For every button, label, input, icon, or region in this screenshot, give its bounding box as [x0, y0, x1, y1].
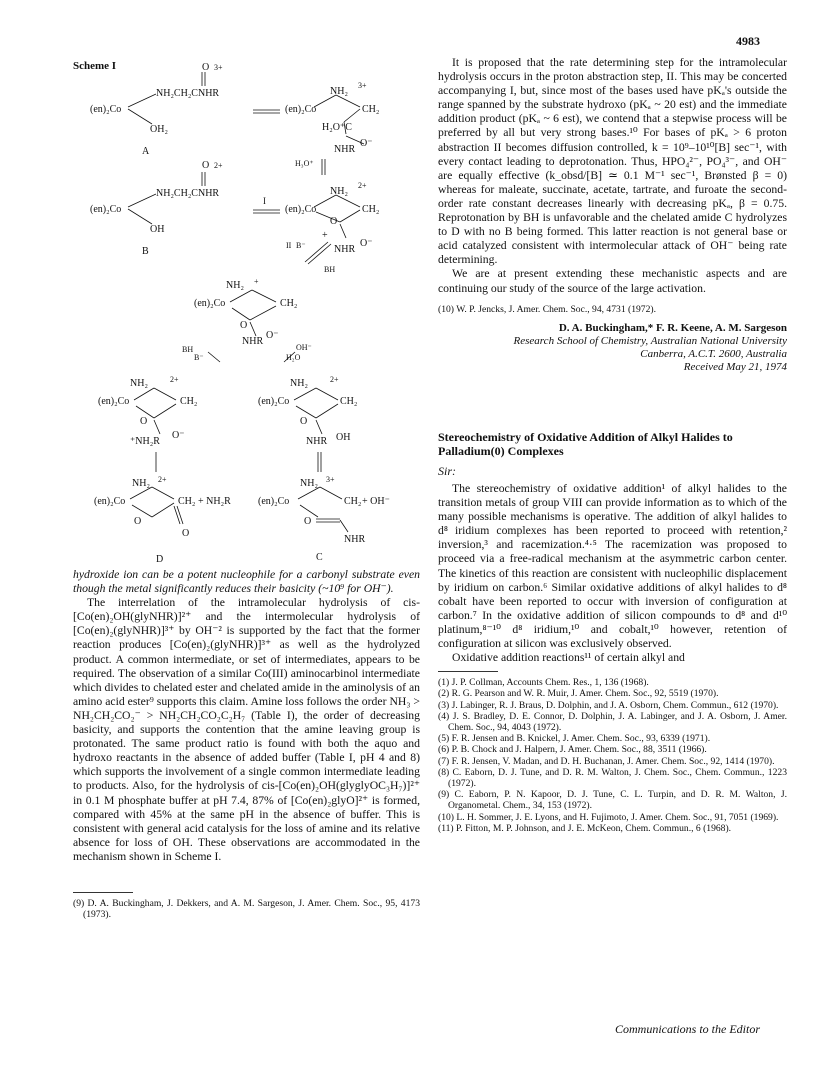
svg-text:NH₂: NH₂: [330, 186, 348, 197]
svg-text:C: C: [316, 552, 323, 562]
svg-text:2+: 2+: [158, 475, 167, 484]
svg-text:2+: 2+: [170, 375, 179, 384]
footnote-rule: [73, 892, 133, 893]
svg-text:3+: 3+: [214, 63, 223, 72]
svg-text:+ OH⁻: + OH⁻: [362, 496, 390, 507]
svg-text:O⁻: O⁻: [360, 138, 373, 149]
footnotes: [438, 304, 787, 315]
body-paragraph: Oxidative addition reactions¹¹ of certain alkyl and: [452, 651, 685, 665]
salutation: Sir:: [438, 463, 456, 478]
svg-text:OH: OH: [150, 224, 165, 235]
running-footer: Communications to the Editor: [615, 1022, 760, 1036]
svg-text:O: O: [304, 516, 312, 527]
svg-text:(en)₂Co: (en)₂Co: [285, 104, 317, 115]
svg-text:NHR: NHR: [242, 336, 264, 347]
svg-text:D: D: [156, 554, 164, 562]
footnote: (10) W. P. Jencks, J. Amer. Chem. Soc., 94, 4731 (1972).: [438, 303, 656, 315]
svg-text:I: I: [263, 196, 266, 206]
svg-text:(en)₂Co: (en)₂Co: [194, 298, 226, 309]
body-paragraph: hydroxide ion can be a potent nucleophile for a carbonyl substrate even though the metal significantly reduces their basicity (~10⁹ for OH⁻).: [73, 568, 420, 596]
svg-text:OH₂: OH₂: [150, 124, 168, 135]
svg-text:NH₂: NH₂: [132, 478, 150, 489]
svg-text:A: A: [142, 146, 150, 157]
affiliation: Research School of Chemistry, Australian National University Canberra, A.C.T. 2600, Australia Received May 21, 1974: [513, 334, 787, 373]
svg-text:O⁻: O⁻: [172, 430, 185, 441]
right-column: [438, 56, 787, 834]
svg-text:O: O: [140, 416, 148, 427]
svg-text:NH₂: NH₂: [330, 86, 348, 97]
svg-text:O⁻: O⁻: [266, 330, 279, 341]
svg-text:B: B: [142, 246, 149, 257]
svg-text:H₃O⁺: H₃O⁺: [295, 159, 314, 168]
svg-text:(en)₂Co: (en)₂Co: [258, 496, 290, 507]
svg-text:BH: BH: [324, 265, 336, 274]
svg-text:H₂O: H₂O: [286, 353, 301, 362]
svg-text:NHR: NHR: [334, 144, 356, 155]
footnotes: [73, 898, 420, 920]
svg-text:O: O: [134, 516, 142, 527]
svg-text:NHR: NHR: [306, 436, 328, 447]
svg-text:+: +: [322, 230, 328, 241]
footnote-rule: [438, 671, 498, 672]
svg-text:+ NH₂R: + NH₂R: [198, 496, 231, 507]
svg-text:(en)₂Co: (en)₂Co: [90, 204, 122, 215]
svg-text:⁺NH₂R: ⁺NH₂R: [130, 436, 160, 447]
svg-text:H₂O⁺C: H₂O⁺C: [322, 122, 352, 133]
svg-text:3+: 3+: [326, 475, 335, 484]
svg-text:CH₂: CH₂: [180, 396, 198, 407]
svg-text:2+: 2+: [214, 161, 223, 170]
svg-text:CH₂: CH₂: [178, 496, 196, 507]
svg-text:CH₂: CH₂: [362, 104, 380, 115]
footnote: (9) D. A. Buckingham, J. Dekkers, and A. M. Sargeson, J. Amer. Chem. Soc., 95, 4173 (1973).: [73, 897, 420, 921]
article-title: Stereochemistry of Oxidative Addition of Alkyl Halides to Palladium(0) Complexes: [438, 429, 733, 458]
reaction-scheme: [90, 62, 410, 562]
svg-text:(en)₂Co: (en)₂Co: [258, 396, 290, 407]
svg-text:O: O: [330, 216, 338, 227]
svg-text:BH: BH: [182, 345, 194, 354]
svg-text:OH: OH: [336, 432, 351, 443]
svg-text:OH⁻: OH⁻: [296, 343, 312, 352]
svg-text:CH₂: CH₂: [280, 298, 298, 309]
svg-text:NH₂: NH₂: [290, 378, 308, 389]
svg-text:O: O: [202, 160, 210, 171]
svg-text:2+: 2+: [358, 181, 367, 190]
svg-text:NHR: NHR: [344, 534, 366, 545]
svg-text:(en)₂Co: (en)₂Co: [98, 396, 130, 407]
svg-text:3+: 3+: [358, 81, 367, 90]
page-number: 4983: [736, 34, 760, 48]
svg-text:NH₂: NH₂: [226, 280, 244, 291]
svg-text:O: O: [182, 528, 190, 539]
svg-text:B⁻: B⁻: [194, 353, 204, 362]
svg-text:CH₂: CH₂: [340, 396, 358, 407]
scheme-label: Scheme I: [73, 60, 117, 72]
svg-text:NHR: NHR: [334, 244, 356, 255]
body-paragraph: We are at present extending these mechanistic aspects and are continuing our study of the source of the large activation.: [438, 267, 787, 295]
svg-text:NH₂: NH₂: [300, 478, 318, 489]
svg-text:NH₂CH₂CNHR: NH₂CH₂CNHR: [156, 188, 220, 199]
svg-text:2+: 2+: [330, 375, 339, 384]
svg-text:B⁻: B⁻: [296, 241, 306, 250]
authors: D. A. Buckingham,* F. R. Keene, A. M. Sargeson: [558, 321, 787, 334]
svg-text:NH₂: NH₂: [130, 378, 148, 389]
svg-text:(en)₂Co: (en)₂Co: [90, 104, 122, 115]
svg-text:(en)₂Co: (en)₂Co: [285, 204, 317, 215]
svg-text:NH₂CH₂CNHR: NH₂CH₂CNHR: [156, 88, 220, 99]
svg-text:O: O: [202, 62, 210, 73]
svg-text:II: II: [286, 241, 292, 250]
svg-text:O: O: [240, 320, 248, 331]
svg-text:(en)₂Co: (en)₂Co: [94, 496, 126, 507]
footnotes: (1) J. P. Collman, Accounts Chem. Res., 1, 136 (1968). (2) R. G. Pearson and W. R. Muir, J. Amer. Chem. Soc., 92, 5519 (1970). (3) J. Labinger, R. J. Braus, D. Dolphin, and J. A. Osborn, Chem. Commun., 612 (1970). (4) J. S. Bradley, D. E. Connor, D. Dolphin, J. A. Labinger, and J. A. Osborn, J. Amer. Chem. Soc., 94, 4043 (1972). (5) F. R. Jensen and B. Knickel, J. Amer. Chem. Soc., 93, 6339 (1971). (6) P. B. Chock and J. Halpern, J. Amer. Chem. Soc., 88, 3511 (1966). (7) F. R. Jensen, V. Madan, and D. H. Buchanan, J. Amer. Chem. Soc., 92, 1414 (1970). (8) C. Eaborn, D. J. Tune, and D. R. M. Walton, J. Chem. Soc., Chem. Commun., 1223 (1972). (9) C. Eaborn, P. N. Kapoor, D. J. Tune, C. L. Turpin, and D. R. M. Walton, J. Organometal. Chem., 34, 153 (1972). (10) L. H. Sommer, J. E. Lyons, and H. Fujimoto, J. Amer. Chem. Soc., 91, 7051 (1969). (11) P. Fitton, M. P. Johnson, and J. E. McKeon, Chem. Commun., 6 (1968).: [438, 677, 787, 834]
svg-text:+: +: [254, 277, 259, 286]
body-paragraph: It is proposed that the rate determining step for the intramolecular hydrolysis occurs in the proton abstraction step, II. This may be concerted accompanying I, but, since most of the bases used have pKₐ's outside the range spanned by the substrate hydroxo (pKₐ ~ 20 est) and the immediate addition product (pKₐ ~ 6 est), we contend that a stepwise process will be preferred by all but very strong bases.¹⁰ For bases of pKₐ > 6 proton abstraction II becomes diffusion controlled, k = 10⁹–10¹⁰[B] sec⁻¹, with every contact leading to deprotonation. Thus, HPO₄²⁻, PO₄³⁻, and OH⁻ are equally effective (k_obsd/[B] ≃ 0.1 M⁻¹ sec⁻¹, Brønsted β = 0) whereas for maleate, succinate, acetate, tartrate, and furoate the second-order rate constant decreases linearly with decreasing pKₐ, β = 0.75. Reprotonation by BH is unfavorable and the chelated amide C hydrolyzes to D with no B being formed. This latter reaction is not general base or acid catalyzed consistent with intermolecular attack of OH⁻ being rate determining.: [438, 56, 787, 267]
svg-text:CH₂: CH₂: [344, 496, 362, 507]
svg-text:CH₂: CH₂: [362, 204, 380, 215]
svg-text:O⁻: O⁻: [360, 238, 373, 249]
svg-text:O: O: [300, 416, 308, 427]
body-paragraph: The stereochemistry of oxidative addition¹ of alkyl halides to the transition metals of group VIII can provide information as to which of the many possible mechanisms is operative. The addition of alkyl halides to d⁸ iridium complexes has been reported to proceed with retention,² inversion,³ and racemization.⁴·⁵ The racemization was proposed to proceed via a free-radical mechanism at the asymmetric carbon center. The kinetics of this reaction are consistent with nucleophilic displacement by iridium on carbon.⁶ Similar oxidative additions of alkyl halides to d⁸ cobalt have been reported to occur with inversion of configuration at carbon.⁷ In the oxidative addition of silicon compounds to d⁸ and d¹⁰ platinum,⁸⁻¹⁰ d⁸ iridium,¹⁰ and cobalt,¹⁰ however, retention of configuration at silicon was exclusively observed.: [438, 481, 787, 651]
left-column: [73, 568, 420, 920]
body-paragraph: The interrelation of the intramolecular hydrolysis of cis-[Co(en)₂OH(glyNHR)]²⁺ and the intermolecular hydrolysis of [Co(en)₂(glyNHR)]³⁺ by OH⁻² is supported by the fact that the former reaction produces [Co(en)₂(glyNHR)]³⁺ as well as the hydrolyzed product. A common intermediate, or set of intermediates, appears to be required. The observation of a similar Co(III) aminocarbinol intermediate which divides to chelated ester and chelated amide in the aminolysis of an amino acid ester⁹ supports this claim. Amine loss follows the order NH₃ > NH₂CH₂CO₂⁻ > NH₂CH₂CO₂C₂H₇ (Table I), the order of decreasing basicity, and supports the contention that the amine leaving group is protonated. The same product ratio is found with both the aquo and hydroxo reactants in the absence of added buffer (Table I, pH 4 and 8) which supports the involvement of a single common intermediate leading to products. Also, for the hydrolysis of cis-[Co(en)₂OH(glyglyOC₃H₇)]²⁺ in 0.1 M phosphate buffer at pH 7.4, 87% of [Co(en)₂glyO]²⁺ is formed, compared with 45% at the same pH in the absence of buffer. This is consistent with general acid catalysis for the loss of amine and its relative absence for loss of OH. These observations are accommodated in the mechanism shown in Scheme I.: [73, 596, 420, 863]
